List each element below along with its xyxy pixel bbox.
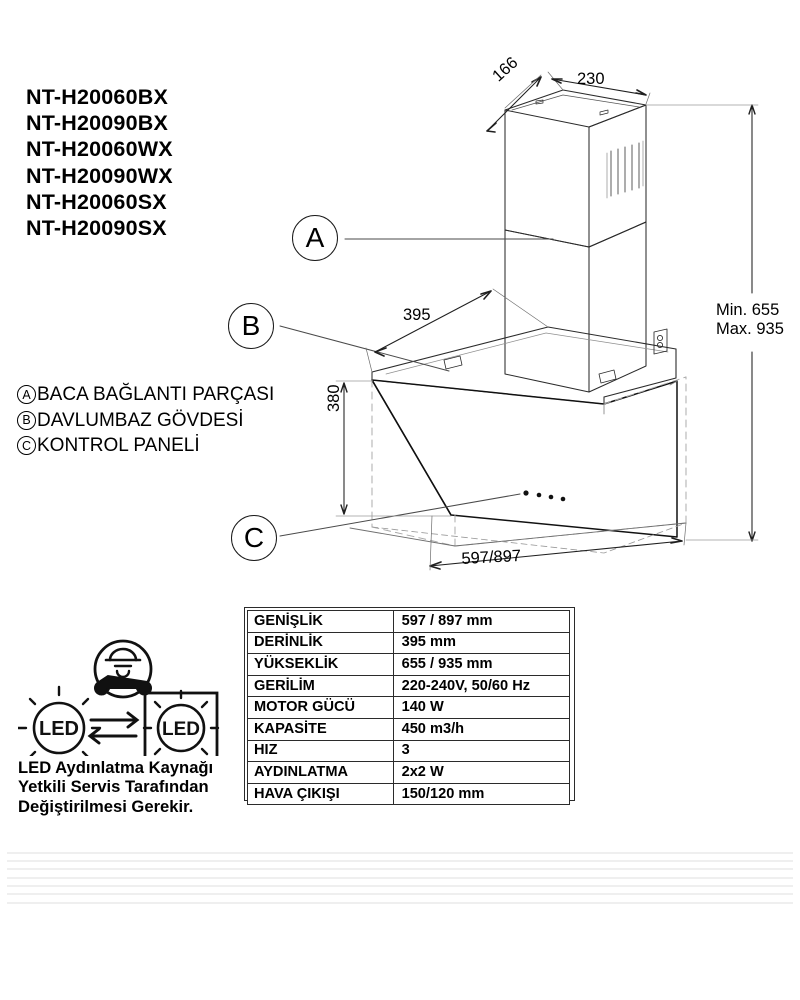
table-row xyxy=(248,611,570,633)
spec-value: 150/120 mm xyxy=(393,783,569,805)
rule-line xyxy=(7,885,793,887)
legend-label-a: BACA BAĞLANTI PARÇASI xyxy=(37,384,275,405)
table-row xyxy=(248,783,570,805)
led-service-icon-group xyxy=(18,638,228,756)
rule-line xyxy=(7,893,793,895)
callout-circle-c: C xyxy=(231,515,277,561)
rule-line xyxy=(7,852,793,854)
spec-key: HIZ xyxy=(248,740,394,762)
leader-lines xyxy=(280,239,553,536)
rule-line xyxy=(7,877,793,879)
legend-mark-c-icon: C xyxy=(17,436,36,455)
bottom-rule-lines xyxy=(0,852,800,912)
spec-value: 140 W xyxy=(393,697,569,719)
hood-glass-front-panel xyxy=(372,380,677,537)
dimension-label-body-height: 380 xyxy=(325,384,343,412)
spec-value: 3 xyxy=(393,740,569,762)
spec-key: MOTOR GÜCÜ xyxy=(248,697,394,719)
spec-value: 220-240V, 50/60 Hz xyxy=(393,675,569,697)
dimension-label-chimney-depth: 166 xyxy=(489,53,522,86)
table-row xyxy=(248,654,570,676)
leader-line-b xyxy=(280,326,449,371)
table-row xyxy=(248,675,570,697)
table-row xyxy=(248,740,570,762)
control-panel-buttons xyxy=(523,490,565,501)
rule-line xyxy=(7,860,793,862)
model-number: NT-H20090SX xyxy=(26,216,167,241)
table-row xyxy=(248,697,570,719)
led-note-line: LED Aydınlatma Kaynağı xyxy=(18,758,214,777)
table-row xyxy=(248,718,570,740)
legend-label-c: KONTROL PANELİ xyxy=(37,435,200,457)
table-row xyxy=(248,762,570,784)
spec-key: GERİLİM xyxy=(248,675,394,697)
spec-key: YÜKSEKLİK xyxy=(248,654,394,676)
spec-value: 450 m3/h xyxy=(393,718,569,740)
model-number: NT-H20090WX xyxy=(26,163,173,188)
legend-label-b: DAVLUMBAZ GÖVDESİ xyxy=(37,409,244,431)
technician-icon xyxy=(95,641,151,697)
led-service-note-block xyxy=(18,638,230,816)
dimension-label-total-height xyxy=(716,301,784,339)
lower-chimney-section xyxy=(505,222,646,392)
spec-value: 2x2 W xyxy=(393,762,569,784)
led-note-line: Yetkili Servis Tarafından xyxy=(18,777,209,797)
spec-key: DERİNLİK xyxy=(248,632,394,654)
dim-line-395 xyxy=(375,291,491,352)
led-lamp-boxed-label: LED xyxy=(162,719,200,740)
table-row xyxy=(248,632,570,654)
dimension-label-chimney-width: 230 xyxy=(577,70,605,88)
dimension-label-body-depth: 395 xyxy=(403,306,431,324)
spec-key: KAPASİTE xyxy=(248,718,394,740)
height-max-label: Max. 935 xyxy=(716,320,784,338)
legend-mark-b-icon: B xyxy=(17,411,36,430)
height-min-label: Min. 655 xyxy=(716,301,780,319)
hood-body-top xyxy=(372,327,676,404)
model-number: NT-H20060SX xyxy=(26,189,167,214)
rule-line xyxy=(7,902,793,904)
spec-value: 597 / 897 mm xyxy=(393,611,569,633)
spec-key: HAVA ÇIKIŞI xyxy=(248,783,394,805)
dimension-lines xyxy=(336,72,758,570)
callout-circle-b: B xyxy=(228,303,274,349)
dimension-label-body-width: 597/897 xyxy=(461,546,522,568)
led-note-line: Değiştirilmesi Gerekir. xyxy=(18,796,194,816)
upper-chimney-section xyxy=(505,90,646,247)
spec-value: 395 mm xyxy=(393,632,569,654)
model-number: NT-H20060WX xyxy=(26,137,173,162)
specifications-table xyxy=(247,610,570,805)
model-number: NT-H20090BX xyxy=(26,111,169,136)
led-service-note-text xyxy=(18,758,230,816)
spec-key: AYDINLATMA xyxy=(248,762,394,784)
rule-line xyxy=(7,868,793,870)
leader-line-c xyxy=(280,494,520,536)
legend-mark-a-icon: A xyxy=(17,385,36,404)
led-lamp-label: LED xyxy=(39,718,79,740)
callout-circle-a: A xyxy=(292,215,338,261)
spec-key: GENİŞLİK xyxy=(248,611,394,633)
model-number: NT-H20060BX xyxy=(26,85,169,109)
spec-value: 655 / 935 mm xyxy=(393,654,569,676)
